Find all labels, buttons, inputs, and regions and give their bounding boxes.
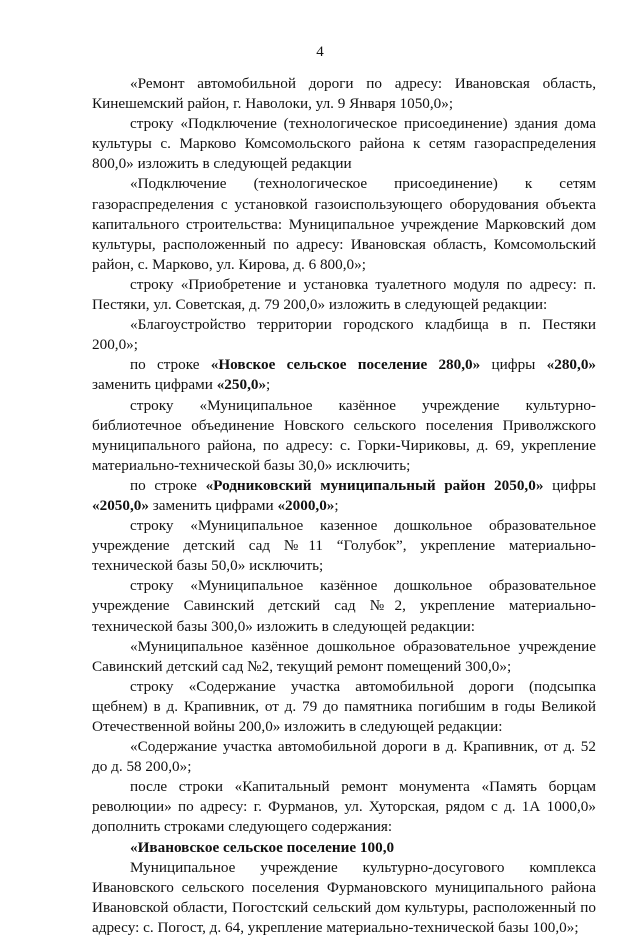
paragraph: Муниципальное учреждение культурно-досугового комплекса Ивановского сельского поселения Фурмановского муниципального района Ивановской области, Погостский сельский дом культуры, расположенный по адресу: с. Погост, д. 64, укрепление материально-технической базы 100,0»;: [92, 858, 596, 936]
paragraph-rodniki: [92, 476, 596, 516]
text: заменить цифрами: [92, 376, 217, 394]
text: ;: [334, 496, 339, 514]
bold-text: «Родниковский муниципальный район 2050,0»: [205, 476, 544, 494]
paragraph: строку «Муниципальное казённое учреждение культурно-библиотечное объединение Новского сельского поселения Приволжского муниципального района, по адресу: с. Горки-Чириковы, д. 69, укрепление материально-технической базы 30,0» исключить;: [92, 396, 596, 474]
bold-text: «2000,0»: [277, 496, 335, 514]
paragraph: «Благоустройство территории городского кладбища в п. Пестяки 200,0»;: [92, 316, 596, 354]
text: цифры: [543, 476, 596, 494]
bold-text: «Ивановское сельское поселение 100,0: [130, 838, 395, 856]
section-heading: [92, 838, 596, 858]
paragraph: строку «Содержание участка автомобильной дороги (подсыпка щебнем) в д. Крапивник, от д. 79 до памятника погибшим в годы Великой Отечественной войны 200,0» изложить в следующей редакции:: [92, 677, 596, 735]
paragraph: после строки «Капитальный ремонт монумента «Память борцам революции» по адресу: г. Фурманов, ул. Хуторская, рядом с д. 1А 1000,0» дополнить строками следующего содержания:: [92, 778, 596, 836]
paragraph: строку «Приобретение и установка туалетного модуля по адресу: п. Пестяки, ул. Советская, д. 79 200,0» изложить в следующей редакции:: [92, 275, 596, 314]
bold-text: «280,0»: [546, 356, 596, 374]
text: цифры: [480, 356, 547, 374]
page-number: 4: [316, 44, 324, 60]
text: заменить цифрами: [148, 496, 278, 514]
bold-text: «Новское сельское поселение 280,0»: [210, 356, 481, 374]
paragraph: строку «Подключение (технологическое присоединение) здания дома культуры с. Марково Комсомольского района к сетям газораспределения 800,0» изложить в следующей редакции: [92, 115, 596, 173]
bold-text: «250,0»: [216, 376, 267, 394]
paragraph: строку «Муниципальное казенное дошкольное образовательное учреждение детский сад №11 “Голубок”, укрепление материально-технической базы 50,0» исключить;: [92, 517, 596, 575]
paragraph: строку «Муниципальное казённое дошкольное образовательное учреждение Савинский детский сад №2, укрепление материально-технической базы 300,0» изложить в следующей редакции:: [92, 577, 596, 635]
text: ;: [266, 376, 271, 394]
document-body: [92, 74, 596, 938]
paragraph: «Муниципальное казённое дошкольное образовательное учреждение Савинский детский сад №2, текущий ремонт помещений 300,0»;: [92, 637, 596, 675]
paragraph: «Ремонт автомобильной дороги по адресу: Ивановская область, Кинешемский район, г. Наволоки, ул. 9 Января 1050,0»;: [92, 75, 596, 113]
paragraph: «Подключение (технологическое присоединение) к сетям газораспределения с установкой газоиспользующего оборудования объекта капитального строительства: Муниципальное учреждение Марковский дом культуры, расположенный по адресу: Ивановская область, Комсомольский район, с. Марково, ул. Кирова, д. 6 800,0»;: [92, 175, 596, 273]
paragraph-novskoe: [92, 355, 596, 395]
paragraph: «Содержание участка автомобильной дороги в д. Крапивник, от д. 52 до д. 58 200,0»;: [92, 738, 596, 776]
bold-text: «2050,0»: [92, 496, 149, 514]
text: по строке: [130, 356, 211, 374]
text: по строке: [130, 476, 206, 494]
